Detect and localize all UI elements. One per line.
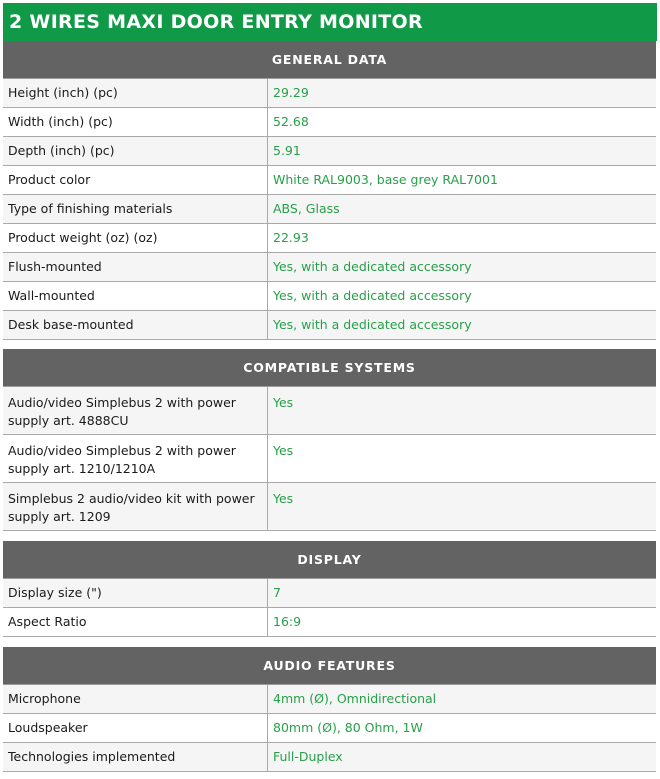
spec-row-height: [3, 79, 656, 108]
section-general-data: [3, 41, 656, 340]
spec-value: ABS, Glass: [273, 201, 340, 216]
spec-row-technologies: [3, 743, 656, 772]
spec-value: Yes, with a dedicated accessory: [273, 288, 472, 303]
spec-row-product-weight: [3, 224, 656, 253]
spec-label: Height (inch) (pc): [3, 79, 268, 107]
spec-value: White RAL9003, base grey RAL7001: [273, 172, 498, 187]
spec-value: Yes, with a dedicated accessory: [273, 317, 472, 332]
spec-label: Loudspeaker: [3, 714, 268, 742]
spec-row-finishing-materials: [3, 195, 656, 224]
spec-label: [3, 483, 268, 530]
spec-label: Microphone: [3, 685, 268, 713]
spec-value: 7: [273, 585, 281, 600]
spec-row-depth: [3, 137, 656, 166]
spec-row-product-color: [3, 166, 656, 195]
spec-row-simplebus-1210: [3, 435, 656, 483]
spec-value: 80mm (Ø), 80 Ohm, 1W: [273, 720, 423, 735]
spec-label-line: Audio/video Simplebus 2 with power: [8, 443, 236, 458]
section-heading: GENERAL DATA: [3, 41, 656, 79]
spec-value: Yes, with a dedicated accessory: [273, 259, 472, 274]
spec-value: 5.91: [273, 143, 301, 158]
page-title: 2 WIRES MAXI DOOR ENTRY MONITOR: [3, 3, 657, 41]
spec-row-microphone: [3, 685, 656, 714]
section-audio-features: [3, 647, 656, 772]
spec-label: Technologies implemented: [3, 743, 268, 771]
spec-row-display-size: [3, 579, 656, 608]
spec-row-flush-mounted: [3, 253, 656, 282]
spec-value: 22.93: [273, 230, 309, 245]
spec-value: Full-Duplex: [273, 749, 343, 764]
spec-label: Display size ("): [3, 579, 268, 607]
spec-label: Product weight (oz) (oz): [3, 224, 268, 252]
section-display: [3, 541, 656, 637]
spec-label: Desk base-mounted: [3, 311, 268, 339]
spec-row-width: [3, 108, 656, 137]
spec-label: Depth (inch) (pc): [3, 137, 268, 165]
section-heading: DISPLAY: [3, 541, 656, 579]
spec-row-wall-mounted: [3, 282, 656, 311]
spec-label-line: supply art. 4888CU: [8, 413, 129, 428]
spec-label-line: Simplebus 2 audio/video kit with power: [8, 491, 255, 506]
section-heading: COMPATIBLE SYSTEMS: [3, 349, 656, 387]
spec-value: Yes: [273, 395, 294, 410]
section-heading: AUDIO FEATURES: [3, 647, 656, 685]
spec-value: 29.29: [273, 85, 309, 100]
spec-row-desk-base-mounted: [3, 311, 656, 340]
spec-value: 52.68: [273, 114, 309, 129]
spec-label: Width (inch) (pc): [3, 108, 268, 136]
spec-label: Aspect Ratio: [3, 608, 268, 636]
spec-label-line: supply art. 1209: [8, 509, 111, 524]
spec-label-line: Audio/video Simplebus 2 with power: [8, 395, 236, 410]
spec-sheet: [0, 3, 660, 779]
spec-row-simplebus-kit-1209: [3, 483, 656, 531]
spec-row-simplebus-4888cu: [3, 387, 656, 435]
spec-label: [3, 387, 268, 434]
spec-value: 4mm (Ø), Omnidirectional: [273, 691, 437, 706]
spec-label: Wall-mounted: [3, 282, 268, 310]
spec-row-aspect-ratio: [3, 608, 656, 637]
spec-value: 16:9: [273, 614, 302, 629]
spec-label: Flush-mounted: [3, 253, 268, 281]
section-compatible-systems: [3, 349, 656, 531]
spec-row-loudspeaker: [3, 714, 656, 743]
spec-value: Yes: [273, 491, 294, 506]
spec-value: Yes: [273, 443, 294, 458]
spec-label-line: supply art. 1210/1210A: [8, 461, 156, 476]
spec-label: Type of finishing materials: [3, 195, 268, 223]
spec-label: Product color: [3, 166, 268, 194]
spec-label: [3, 435, 268, 482]
